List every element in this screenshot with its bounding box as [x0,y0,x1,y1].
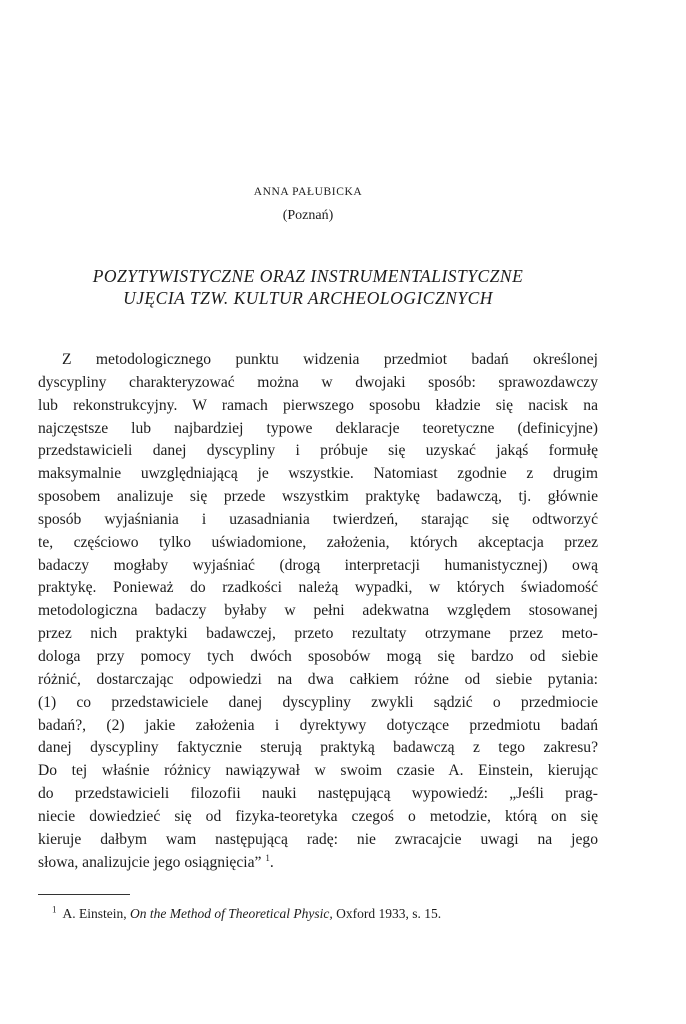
title-line-2: UJĘCIA TZW. KULTUR ARCHEOLOGICZNYCH [123,288,493,308]
footnote-marker: 1 [52,904,57,915]
body-line: lub rekonstrukcyjny. W ramach pierwszego sposobu kładzie się nacisk na [38,396,598,414]
body-line: przez nich praktyki badawczej, przeto rezultaty otrzymane przez meto- [38,625,598,643]
body-line: danej dyscypliny faktycznie sterują praktyką badawczą z tego zakresu? [38,739,598,757]
body-line: sposobem analizuje się przede wszystkim praktykę badawczą, tj. głównie [38,488,598,506]
footnote-author: A. Einstein, [62,906,127,921]
body-line: dologa przy pomocy tych dwóch sposobów mogą się bardzo od siebie [38,647,598,665]
body-line: przedstawicieli danej dyscypliny i próbuje się uzyskać jakąś formułę [38,442,598,460]
body-line: Do tej właśnie różnicy nawiązywał w swoim czasie A. Einstein, kierując [38,762,598,780]
body-line: maksymalnie uwzględniającą je wszystkie. Natomiast zgodnie z drugim [38,465,598,483]
body-line: niecie dowiedzieć się od fizyka-teoretyka czegoś o metodzie, którą on się [38,807,598,825]
body-line: badaczy mogłaby wyjaśniać (drogą interpretacji humanistycznej) ową [38,556,598,574]
footnote-work-title: On the Method of Theoretical Physic, [130,906,333,921]
body-line: (1) co przedstawiciele danej dyscypliny zwykli sądzić o przedmiocie [38,693,598,711]
body-line: do przedstawicieli filozofii nauki następującą wypowiedź: „Jeśli prag- [38,785,598,803]
body-line: praktykę. Ponieważ do rzadkości należą wypadki, w których świadomość [38,579,598,597]
author-affiliation: (Poznań) [282,208,334,223]
footnote [52,906,441,922]
body-line-text: słowa, analizujcie jego osiągnięcia” [38,853,262,871]
body-line: badań?, (2) jakie założenia i dyrektywy dotyczące przedmiotu badań [38,716,598,734]
body-line: Z metodologicznego punktu widzenia przedmiot badań określonej [62,351,598,368]
body-line-last [38,852,598,875]
footnote-divider [38,894,130,895]
body-line: różnić, dostarczając odpowiedzi na dwa całkiem różne od siebie pytania: [38,670,598,688]
body-paragraph [38,349,598,874]
body-line: dyscypliny charakteryzować można w dwojaki sposób: sprawozdawczy [38,373,598,391]
title-line-1: POZYTYWISTYCZNE ORAZ INSTRUMENTALISTYCZNE [92,266,524,286]
body-line: kieruje dałbym wam następującą radę: nie zwracajcie uwagi na jego [38,830,598,848]
author-name: ANNA PAŁUBICKA [253,186,363,198]
sentence-period: . [269,853,274,871]
body-line: sposób wyjaśniania i uzasadniania twierdzeń, starając się odtworzyć [38,510,598,528]
body-line: te, częściowo tylko uświadomione, założenia, których akceptacja przez [38,533,598,551]
body-line: najczęstsze lub najbardziej typowe deklaracje teoretyczne (definicyjne) [38,419,598,437]
body-line: metodologiczna badaczy byłaby w pełni adekwatna względem stosowanej [38,602,598,620]
footnote-reference: 1 [265,852,270,863]
footnote-publication: Oxford 1933, s. 15. [336,906,442,921]
article-title [0,265,616,309]
